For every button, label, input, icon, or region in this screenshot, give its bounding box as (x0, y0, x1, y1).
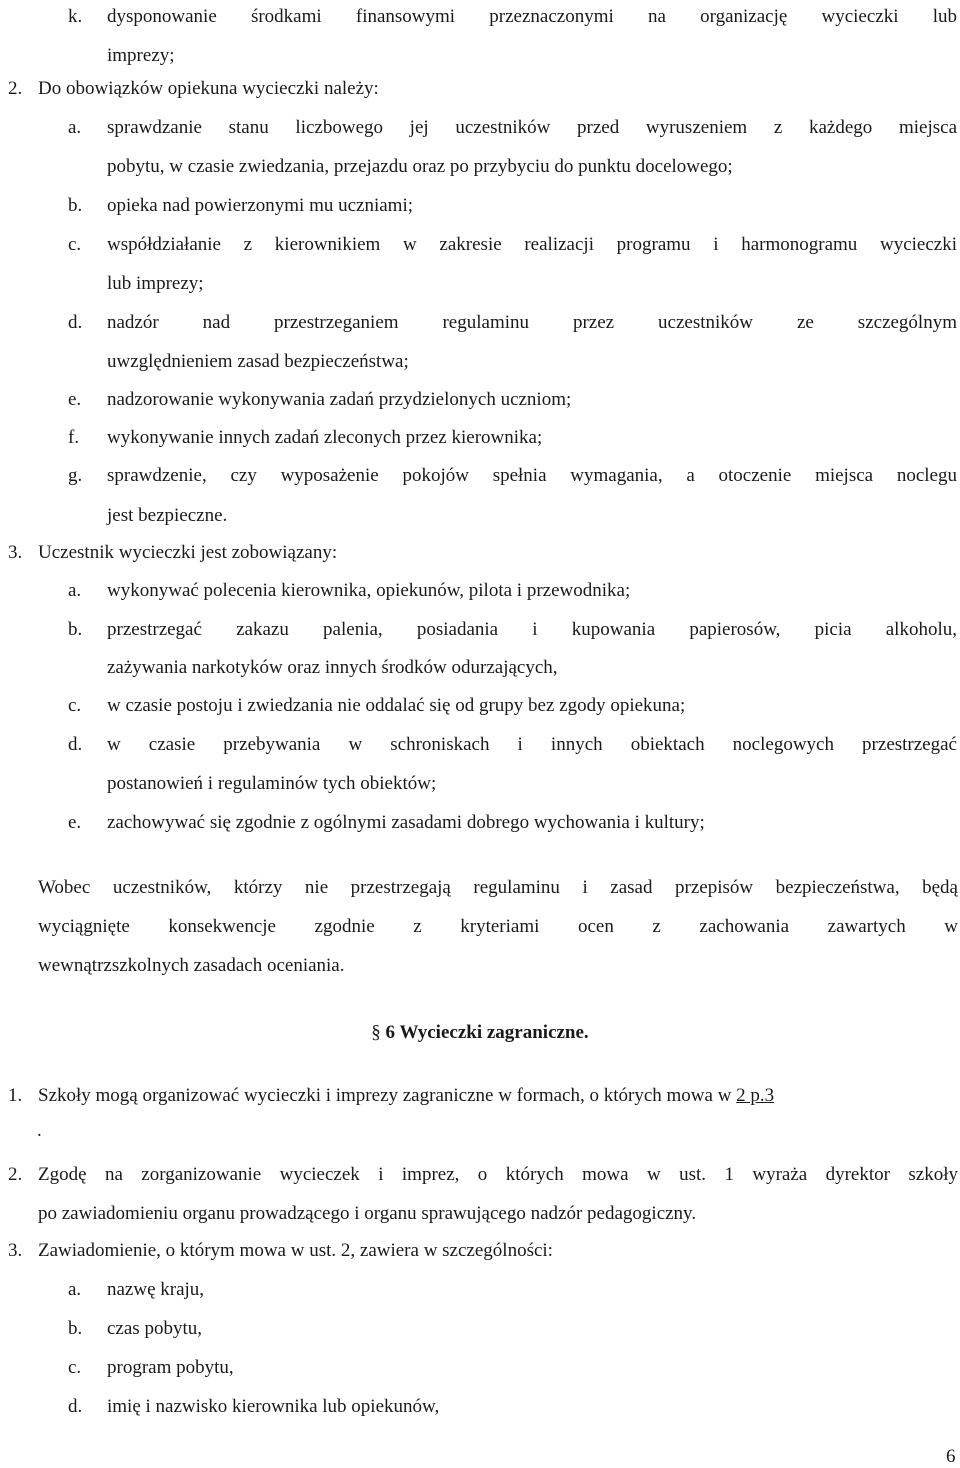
list-item-text: pobytu, w czasie zwiedzania, przejazdu oraz po przybyciu do punktu docelowego; (107, 156, 733, 177)
list-item-continuation (0, 771, 960, 797)
list-item-2b (0, 193, 960, 219)
list-item-3e (0, 810, 960, 836)
list-item-text: sprawdzenie, czy wyposażenie pokojów spełnia wymagania, a otoczenie miejsca noclegu (107, 465, 957, 486)
list-item-6-3 (0, 1238, 960, 1264)
list-item-continuation (0, 1118, 960, 1144)
list-item-text: program pobytu, (107, 1357, 234, 1378)
list-marker: 2. (8, 78, 23, 99)
list-item-text: nazwę kraju, (107, 1279, 205, 1300)
list-item-text: imprezy; (107, 45, 175, 66)
list-marker: a. (68, 580, 82, 601)
list-item-text: współdziałanie z kierownikiem w zakresie realizacji programu i harmonogramu wycieczki (107, 234, 957, 255)
list-item-3d (0, 732, 960, 758)
list-item-2d (0, 310, 960, 336)
list-item-text: uwzględnieniem zasad bezpieczeństwa; (107, 351, 409, 372)
list-item-continuation (0, 349, 960, 375)
list-marker: c. (68, 1357, 82, 1378)
list-item-continuation (0, 1201, 960, 1227)
list-item-6-3b (0, 1316, 960, 1342)
paragraph-line (0, 953, 960, 979)
list-item-2e (0, 387, 960, 413)
list-item-6-3d (0, 1394, 960, 1420)
page-number: 6 (946, 1446, 956, 1467)
list-item-3 (0, 540, 960, 566)
list-marker: d. (68, 312, 83, 333)
list-item-2c (0, 232, 960, 258)
list-item-text: wykonywać polecenia kierownika, opiekunów, pilota i przewodnika; (107, 580, 631, 601)
list-marker: 3. (8, 542, 23, 563)
section-title: 6 Wycieczki zagraniczne. (385, 1022, 589, 1043)
list-marker: e. (68, 812, 82, 833)
section-reference-link[interactable]: 2 p.3 (736, 1085, 775, 1106)
list-item-3a (0, 578, 960, 604)
list-marker: f. (68, 427, 80, 448)
list-item-text: przestrzegać zakazu palenia, posiadania i kupowania papierosów, picia alkoholu, (107, 619, 957, 640)
list-marker: a. (68, 1279, 82, 1300)
section-heading (0, 1020, 960, 1046)
paragraph-line (0, 914, 960, 940)
list-item-2 (0, 76, 960, 102)
list-item-text: . (37, 1120, 42, 1141)
list-marker: g. (68, 465, 83, 486)
list-item-2g (0, 463, 960, 489)
list-item-6-3c (0, 1355, 960, 1381)
list-marker: b. (68, 1318, 83, 1339)
list-item-text: lub imprezy; (107, 273, 204, 294)
list-item-text: zażywania narkotyków oraz innych środków odurzających, (107, 657, 558, 678)
list-item-text: imię i nazwisko kierownika lub opiekunów, (107, 1396, 440, 1417)
paragraph-line (0, 875, 960, 901)
list-marker: e. (68, 389, 82, 410)
list-item-text: postanowień i regulaminów tych obiektów; (107, 773, 437, 794)
list-marker: 1. (8, 1085, 23, 1106)
list-item-continuation (0, 655, 960, 681)
list-item-3b (0, 617, 960, 643)
list-item-continuation (0, 154, 960, 180)
list-item-text: Uczestnik wycieczki jest zobowiązany: (38, 542, 338, 563)
list-item-text: wykonywanie innych zadań zleconych przez kierownika; (107, 427, 543, 448)
list-item-2a (0, 115, 960, 141)
list-item-6-3a (0, 1277, 960, 1303)
list-item-3c (0, 693, 960, 719)
list-marker: d. (68, 734, 83, 755)
paragraph-text: wyciągnięte konsekwencje zgodnie z kryteriami ocen z zachowania zawartych w (38, 916, 958, 937)
list-item-6-1 (0, 1083, 960, 1109)
list-item-text: po zawiadomieniu organu prowadzącego i organu sprawującego nadzór pedagogiczny. (38, 1203, 697, 1224)
list-item-k (0, 4, 960, 30)
list-marker: 2. (8, 1164, 23, 1185)
list-marker: a. (68, 117, 82, 138)
list-item-text: dysponowanie środkami finansowymi przeznaczonymi na organizację wycieczki lub (107, 6, 957, 27)
list-item-continuation (0, 503, 960, 529)
list-item-continuation (0, 43, 960, 69)
list-item-text: zachowywać się zgodnie z ogólnymi zasadami dobrego wychowania i kultury; (107, 812, 705, 833)
list-item-continuation (0, 271, 960, 297)
list-marker: k. (68, 6, 83, 27)
list-item-2f (0, 425, 960, 451)
list-item-text: jest bezpieczne. (107, 505, 228, 526)
list-item-text: w czasie postoju i zwiedzania nie oddalać się od grupy bez zgody opiekuna; (107, 695, 686, 716)
list-item-text: opieka nad powierzonymi mu uczniami; (107, 195, 414, 216)
list-marker: c. (68, 695, 82, 716)
section-sign: § (371, 1022, 381, 1043)
paragraph-text: wewnątrzszkolnych zasadach oceniania. (38, 955, 345, 976)
list-item-text: Do obowiązków opiekuna wycieczki należy: (38, 78, 379, 99)
list-marker: c. (68, 234, 82, 255)
list-item-6-2 (0, 1162, 960, 1188)
list-item-text: nadzorowanie wykonywania zadań przydzielonych uczniom; (107, 389, 572, 410)
list-marker: b. (68, 619, 83, 640)
list-item-text (38, 1083, 774, 1109)
list-item-text: czas pobytu, (107, 1318, 202, 1339)
list-marker: 3. (8, 1240, 23, 1261)
list-marker: b. (68, 195, 83, 216)
list-item-text-main: Szkoły mogą organizować wycieczki i imprezy zagraniczne w formach, o których mowa w (38, 1085, 732, 1106)
paragraph-text: Wobec uczestników, którzy nie przestrzegają regulaminu i zasad przepisów bezpieczeństwa, będą (38, 877, 958, 898)
list-item-text: w czasie przebywania w schroniskach i innych obiektach noclegowych przestrzegać (107, 734, 957, 755)
list-marker: d. (68, 1396, 83, 1417)
list-item-text: Zgodę na zorganizowanie wycieczek i imprez, o których mowa w ust. 1 wyraża dyrektor szkoły (38, 1164, 958, 1185)
list-item-text: sprawdzanie stanu liczbowego jej uczestników przed wyruszeniem z każdego miejsca (107, 117, 957, 138)
list-item-text: nadzór nad przestrzeganiem regulaminu przez uczestników ze szczególnym (107, 312, 957, 333)
list-item-text: Zawiadomienie, o którym mowa w ust. 2, zawiera w szczególności: (38, 1240, 553, 1261)
